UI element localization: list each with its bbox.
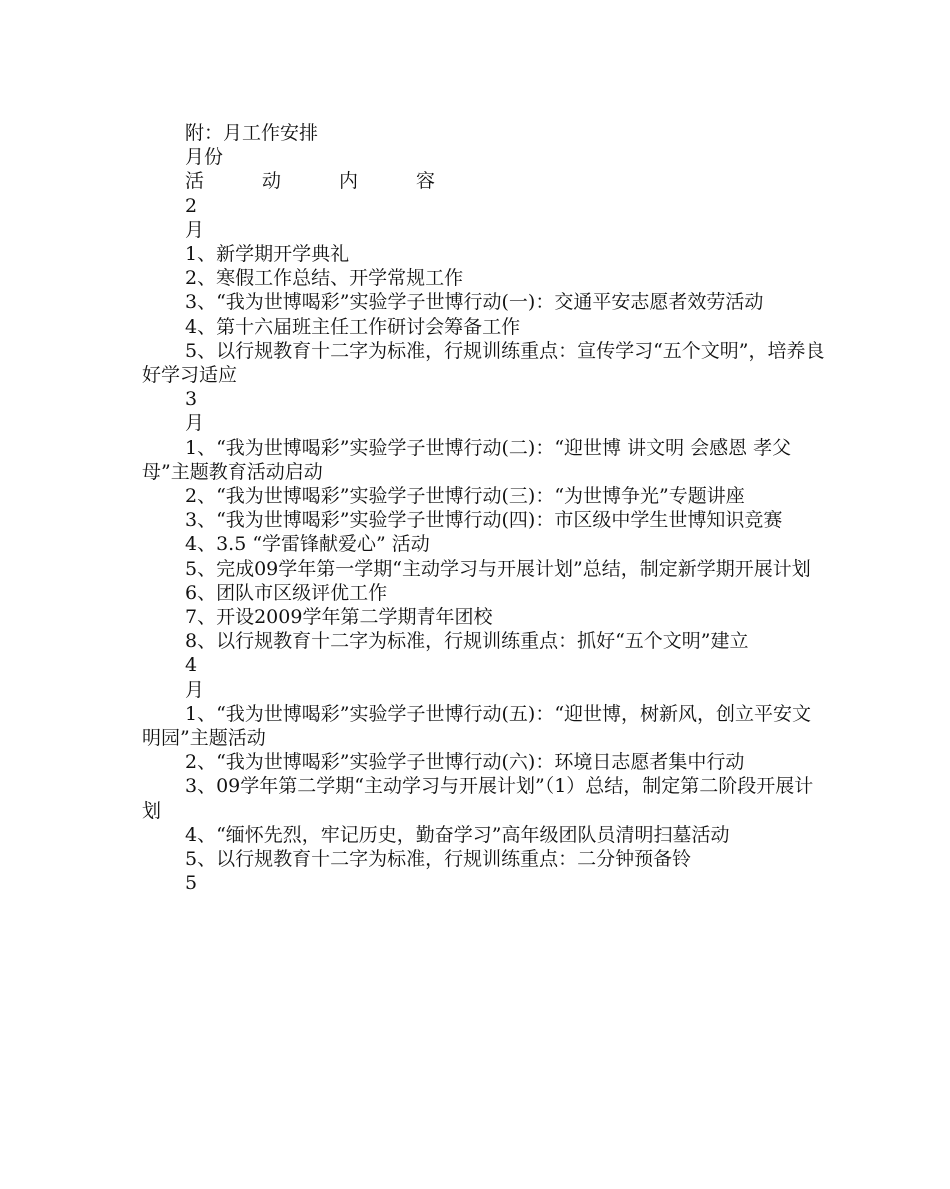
month-char: 月 bbox=[185, 218, 205, 241]
activity-item: 7、开设2009学年第二学期青年团校 bbox=[185, 606, 493, 629]
activity-item: 5、以行规教育十二字为标准，行规训练重点：二分钟预备铃 bbox=[185, 848, 692, 871]
month-number: 3 bbox=[185, 388, 198, 411]
month-section bbox=[142, 871, 828, 895]
activity-item: 4、第十六届班主任工作研讨会筹备工作 bbox=[185, 315, 521, 338]
activity-item: 5、完成09学年第一学期“主动学习与开展计划”总结，制定新学期开展计划 bbox=[185, 557, 811, 580]
activity-item: 3、09学年第二学期“主动学习与开展计划”（1）总结，制定第二阶段开展计划 bbox=[142, 775, 814, 822]
activity-column-label bbox=[142, 169, 435, 193]
activity-item: 8、以行规教育十二字为标准，行规训练重点：抓好“五个文明”建立 bbox=[185, 630, 749, 653]
activity-item: 5、以行规教育十二字为标准，行规训练重点：宣传学习“五个文明”，培养良好学习适应 bbox=[142, 339, 825, 387]
month-char: 月 bbox=[185, 678, 205, 701]
activity-item: 2、寒假工作总结、开学常规工作 bbox=[185, 267, 464, 290]
month-number: 5 bbox=[185, 872, 198, 895]
month-number: 4 bbox=[185, 654, 198, 677]
month-section bbox=[142, 387, 828, 653]
month-section bbox=[142, 653, 828, 871]
month-column-label: 月份 bbox=[185, 146, 224, 169]
activity-item: 3、“我为世博喝彩”实验学子世博行动(一)：交通平安志愿者效劳活动 bbox=[185, 291, 764, 314]
activity-item: 3、“我为世博喝彩”实验学子世博行动(四)：市区级中学生世博知识竞赛 bbox=[185, 509, 783, 532]
activity-item: 4、“缅怀先烈，牢记历史，勤奋学习”高年级团队员清明扫墓活动 bbox=[185, 823, 730, 846]
month-section bbox=[142, 194, 828, 388]
activity-char: 内 bbox=[338, 170, 358, 193]
activity-item: 1、“我为世博喝彩”实验学子世博行动(二)：“迎世博 讲文明 会感恩 孝父母”主题教育活动启动 bbox=[142, 436, 792, 483]
month-number: 2 bbox=[185, 194, 198, 217]
activity-item: 1、新学期开学典礼 bbox=[185, 243, 350, 266]
activity-item: 6、团队市区级评优工作 bbox=[185, 581, 388, 604]
activity-item: 2、“我为世博喝彩”实验学子世博行动(六)：环境日志愿者集中行动 bbox=[185, 751, 745, 774]
month-char: 月 bbox=[185, 412, 205, 435]
activity-char: 动 bbox=[261, 170, 281, 193]
activity-char: 活 bbox=[185, 170, 205, 193]
document-title: 附：月工作安排 bbox=[185, 122, 319, 144]
activity-item: 2、“我为世博喝彩”实验学子世博行动(三)：“为世博争光”专题讲座 bbox=[185, 485, 745, 508]
activity-item: 4、3.5 “学雷锋献爱心” 活动 bbox=[185, 533, 430, 556]
activity-char: 容 bbox=[415, 170, 435, 193]
document-body bbox=[142, 121, 828, 896]
activity-item: 1、“我为世博喝彩”实验学子世博行动(五)：“迎世博，树新风，创立平安文明园”主题活动 bbox=[142, 702, 812, 750]
month-sections bbox=[142, 194, 828, 896]
